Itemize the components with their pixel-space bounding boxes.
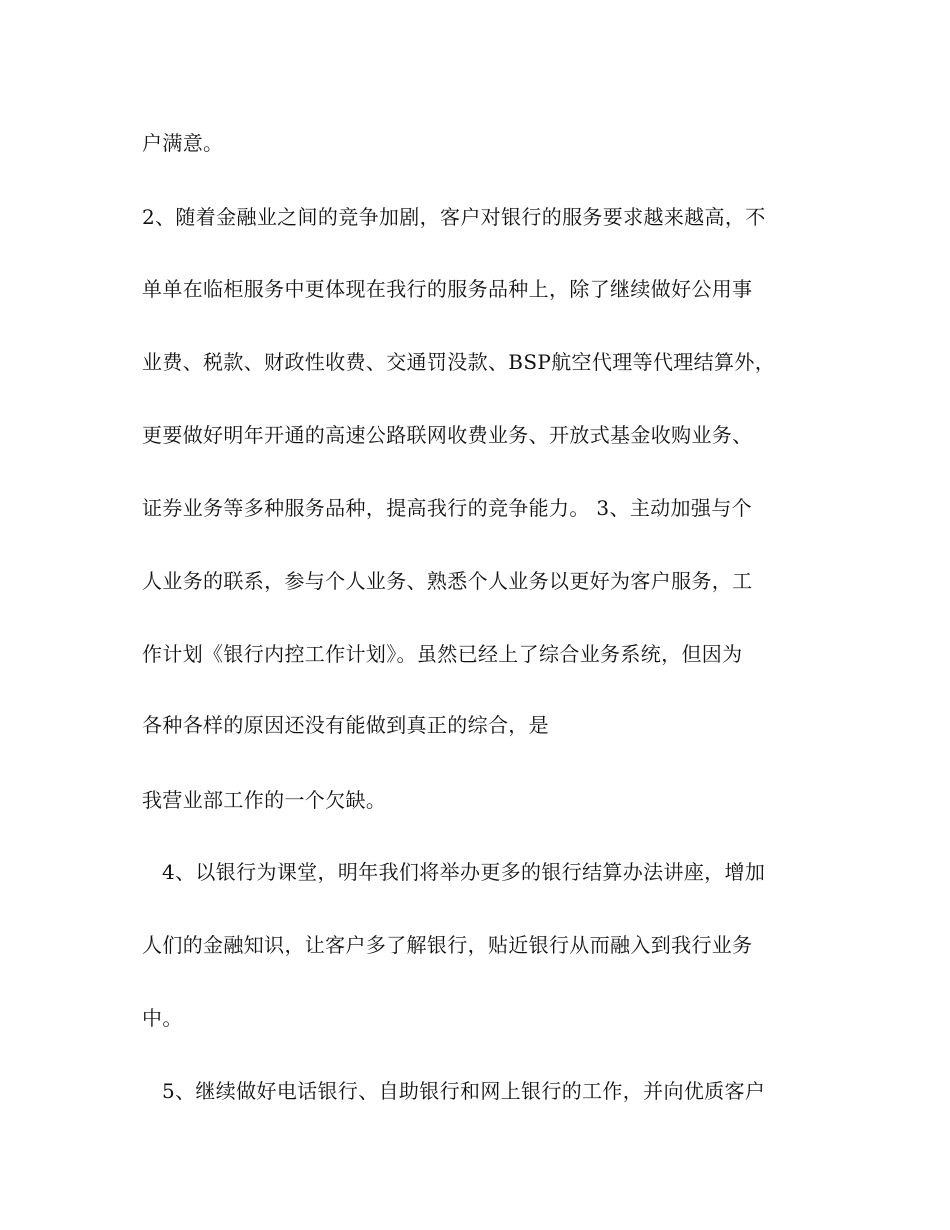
text-line: 户满意。	[142, 131, 224, 155]
text-line: 更要做好明年开通的高速公路联网收费业务、开放式基金收购业务、	[142, 423, 753, 447]
text-line: 2、随着金融业之间的竞争加剧，客户对银行的服务要求越来越高，不	[142, 205, 766, 229]
text-line: 证券业务等多种服务品种，提高我行的竞争能力。 3、主动加强与个	[142, 496, 752, 520]
text-line: 作计划《银行内控工作计划》。虽然已经上了综合业务系统，但因为	[142, 642, 743, 666]
text-line: 中。	[142, 1006, 183, 1030]
text-line: 人业务的联系，参与个人业务、熟悉个人业务以更好为客户服务，工	[142, 569, 753, 593]
text-line: 单单在临柜服务中更体现在我行的服务品种上，除了继续做好公用事	[142, 277, 753, 301]
text-line: 5、继续做好电话银行、自助银行和网上银行的工作，并向优质客户	[162, 1079, 766, 1103]
text-line: 各种各样的原因还没有能做到真正的综合，是	[142, 713, 549, 737]
text-line: 4、以银行为课堂，明年我们将举办更多的银行结算办法讲座，增加	[162, 860, 766, 884]
text-line: 人们的金融知识，让客户多了解银行，贴近银行从而融入到我行业务	[142, 933, 753, 957]
text-line: 我营业部工作的一个欠缺。	[142, 788, 387, 812]
text-line: 业费、税款、财政性收费、交通罚没款、BSP航空代理等代理结算外，	[142, 350, 776, 374]
